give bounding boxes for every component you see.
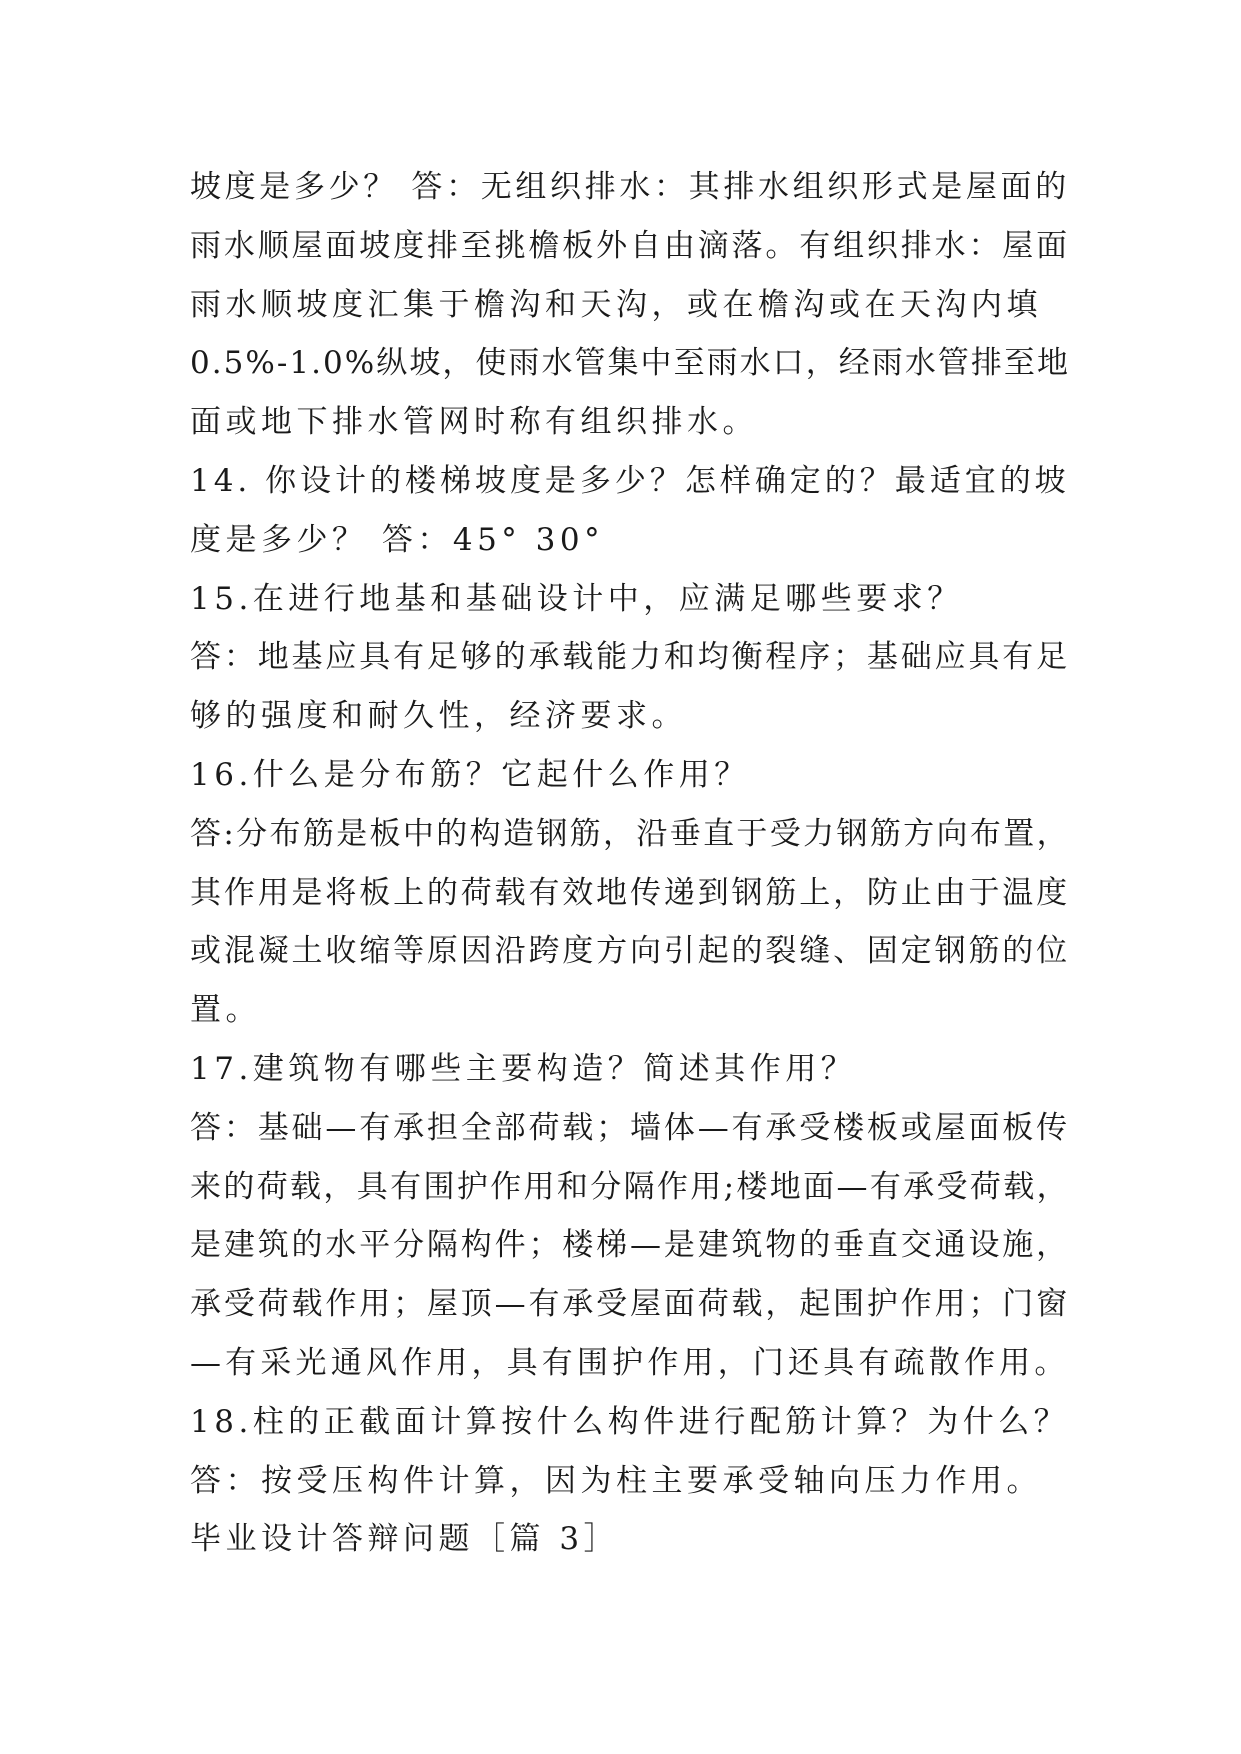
- text-line: 雨水顺屋面坡度排至挑檐板外自由滴落。有组织排水：屋面: [190, 227, 1070, 264]
- text-line: 是建筑的水平分隔构件；楼梯—是建筑物的垂直交通设施，: [190, 1227, 1070, 1264]
- text-line: 度是多少？ 答：45° 30°: [190, 521, 605, 558]
- question-16: 16.什么是分布筋？它起什么作用？: [190, 756, 750, 793]
- text-line: 坡度是多少？ 答：无组织排水：其排水组织形式是屋面的: [190, 169, 1070, 205]
- text-line: 雨水顺坡度汇集于檐沟和天沟，或在檐沟或在天沟内填: [190, 286, 1042, 323]
- text-line: 面或地下排水管网时称有组织排水。: [190, 404, 758, 441]
- question-18: 18.柱的正截面计算按什么构件进行配筋计算？为什么？: [190, 1403, 1070, 1440]
- answer-15: 答：地基应具有足够的承载能力和均衡程序；基础应具有足: [190, 639, 1070, 676]
- answer-18: 答：按受压构件计算，因为柱主要承受轴向压力作用。: [190, 1462, 1042, 1499]
- text-line: 或混凝土收缩等原因沿跨度方向引起的裂缝、固定钢筋的位: [190, 933, 1070, 970]
- question-15: 15.在进行地基和基础设计中，应满足哪些要求？: [190, 580, 963, 617]
- question-14: 14. 你设计的楼梯坡度是多少？怎样确定的？最适宜的坡: [190, 462, 1070, 499]
- text-line: 承受荷载作用；屋顶—有承受屋面荷载，起围护作用；门窗: [190, 1286, 1070, 1323]
- text-line: 来的荷载，具有围护作用和分隔作用;楼地面—有承受荷载，: [190, 1168, 1070, 1205]
- answer-16: 答:分布筋是板中的构造钢筋，沿垂直于受力钢筋方向布置，: [190, 815, 1070, 852]
- text-line: 够的强度和耐久性，经济要求。: [190, 698, 687, 735]
- text-line: 其作用是将板上的荷载有效地传递到钢筋上，防止由于温度: [190, 874, 1070, 911]
- answer-17: 答：基础—有承担全部荷载；墙体—有承受楼板或屋面板传: [190, 1109, 1070, 1146]
- text-line: 置。: [190, 992, 261, 1029]
- section-heading: 毕业设计答辩问题［篇 3］: [190, 1521, 620, 1558]
- document-body: [190, 158, 1070, 1569]
- question-17: 17.建筑物有哪些主要构造？简述其作用？: [190, 1050, 857, 1087]
- text-line: —有采光通风作用，具有围护作用，门还具有疏散作用。: [190, 1344, 1070, 1381]
- text-line: 0.5%-1.0%纵坡，使雨水管集中至雨水口，经雨水管排至地: [190, 345, 1070, 382]
